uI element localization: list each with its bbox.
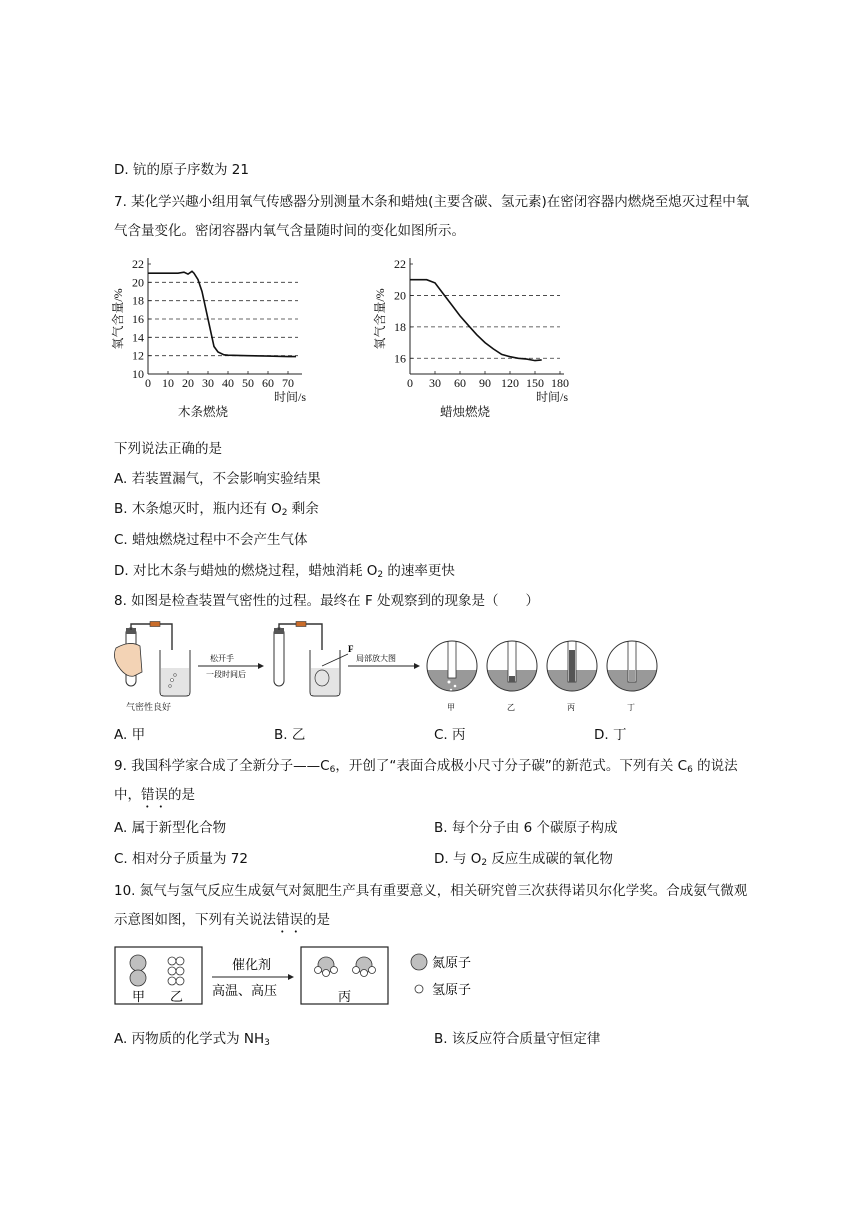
x-tick-label: 50 xyxy=(242,376,254,390)
q8-option-b: B. 乙 xyxy=(274,727,306,743)
q9-option-c: C. 相对分子质量为 72 xyxy=(114,851,248,867)
zoom-ding xyxy=(606,638,658,700)
q9-option-b: B. 每个分子由 6 个碳原子构成 xyxy=(434,820,618,836)
series-line xyxy=(410,280,542,361)
label-bing: 丙 xyxy=(567,703,575,712)
x-axis-label: 时间/s xyxy=(535,390,569,404)
x-tick-label: 90 xyxy=(479,376,491,390)
q7-option-d: D. 对比木条与蜡烛的燃烧过程，蜡烛消耗 $O_2$ 的速率更快 xyxy=(114,563,455,580)
x-tick-label: 70 xyxy=(282,376,294,390)
y-axis-label: 氧气含量/% xyxy=(111,288,125,350)
q8-option-c: C. 丙 xyxy=(434,727,466,743)
y-tick-label: 20 xyxy=(132,275,144,290)
x-tick-label: 0 xyxy=(145,376,151,390)
chart-title: 木条燃烧 xyxy=(177,405,229,419)
q8-apparatus-figure xyxy=(112,620,672,715)
zoom-jia xyxy=(426,638,478,700)
q7-option-b: B. 木条熄灭时，瓶内还有 $O_2$ 剩余 xyxy=(114,501,319,518)
y-tick-label: 12 xyxy=(132,348,144,363)
x-tick-label: 0 xyxy=(407,376,413,390)
x-tick-label: 180 xyxy=(551,376,569,390)
q9-stem-line2: 中，错误的是 xyxy=(114,787,195,803)
label-catalyst: 催化剂 xyxy=(232,957,272,972)
q9-option-a: A. 属于新型化合物 xyxy=(114,820,227,836)
q7-charts xyxy=(108,250,588,425)
series-line xyxy=(148,271,296,356)
q9-option-d: D. 与 $O_2$ 反应生成碳的氧化物 xyxy=(434,851,613,868)
beaker-2 xyxy=(310,650,340,696)
q7-option-a: A. 若装置漏气，不会影响实验结果 xyxy=(114,471,321,487)
y-tick-label: 18 xyxy=(394,319,406,334)
q10-option-a: A. 丙物质的化学式为 $NH_3$ xyxy=(114,1031,270,1048)
legend-hydrogen: 氢原子 xyxy=(432,982,472,997)
q9-stem-line1: 9. 我国科学家合成了全新分子$——C_6$，开创了“表面合成极小尺寸分子碳”的新范式。下列有关 $C_6$ 的说法 xyxy=(114,758,738,775)
legend-nitrogen: 氮原子 xyxy=(432,955,472,970)
y-tick-label: 22 xyxy=(132,257,144,271)
q8-option-a: A. 甲 xyxy=(114,727,146,743)
x-tick-label: 60 xyxy=(454,376,466,390)
y-axis-label: 氧气含量/% xyxy=(373,288,387,350)
x-tick-label: 40 xyxy=(222,376,234,390)
chart-title: 蜡烛燃烧 xyxy=(439,405,491,419)
label-after-while: 一段时间后 xyxy=(206,670,246,679)
x-tick-label: 60 xyxy=(262,376,274,390)
q7-question: 下列说法正确的是 xyxy=(114,441,222,457)
x-tick-label: 10 xyxy=(162,376,174,390)
label-jia: 甲 xyxy=(132,989,146,1004)
label-airtight: 气密性良好 xyxy=(126,702,172,712)
label-ding: 丁 xyxy=(627,703,635,712)
y-tick-label: 18 xyxy=(132,293,144,308)
q6-option-d: D. 钪的原子序数为 21 xyxy=(114,162,249,178)
label-yi: 乙 xyxy=(170,989,184,1004)
x-tick-label: 150 xyxy=(526,376,544,390)
y-tick-label: 16 xyxy=(394,351,406,366)
x-axis-label: 时间/s xyxy=(273,390,307,404)
q10-reaction-figure xyxy=(114,943,494,1009)
y-tick-label: 14 xyxy=(132,330,144,345)
label-condition: 高温、高压 xyxy=(212,983,278,998)
q10-stem-line1: 10. 氮气与氢气反应生成氨气对氮肥生产具有重要意义，相关研究曾三次获得诺贝尔化学奖。合成氨气微观 xyxy=(114,883,748,899)
q8-option-d: D. 丁 xyxy=(594,727,627,743)
x-tick-label: 30 xyxy=(429,376,441,390)
x-tick-label: 30 xyxy=(202,376,214,390)
x-tick-label: 120 xyxy=(501,376,519,390)
label-jia: 甲 xyxy=(447,703,455,712)
label-yi: 乙 xyxy=(507,703,515,712)
q7-option-c: C. 蜡烛燃烧过程中不会产生气体 xyxy=(114,532,308,548)
label-bing: 丙 xyxy=(338,989,352,1004)
beaker-1 xyxy=(160,650,190,696)
q7-stem-line1: 7. 某化学兴趣小组用氧气传感器分别测量木条和蜡烛(主要含碳、氢元素)在密闭容器内燃烧至熄灭过程中氧 xyxy=(114,194,750,210)
y-tick-label: 10 xyxy=(132,367,144,381)
y-tick-label: 22 xyxy=(394,257,406,271)
q10-option-b: B. 该反应符合质量守恒定律 xyxy=(434,1031,601,1047)
zoom-bing xyxy=(546,638,598,700)
y-tick-label: 20 xyxy=(394,288,406,303)
q10-stem-line2: 示意图如图，下列有关说法错误的是 xyxy=(114,912,330,928)
label-F: F xyxy=(348,644,354,654)
y-tick-label: 16 xyxy=(132,312,144,326)
label-release-hand: 松开手 xyxy=(210,654,234,663)
q7-stem-line2: 气含量变化。密闭容器内氧气含量随时间的变化如图所示。 xyxy=(114,223,465,239)
label-zoom: 局部放大图 xyxy=(356,654,396,663)
q8-stem: 8. 如图是检查装置气密性的过程。最终在 F 处观察到的现象是（ ） xyxy=(114,593,540,609)
x-tick-label: 20 xyxy=(182,376,194,390)
zoom-yi xyxy=(486,638,538,700)
